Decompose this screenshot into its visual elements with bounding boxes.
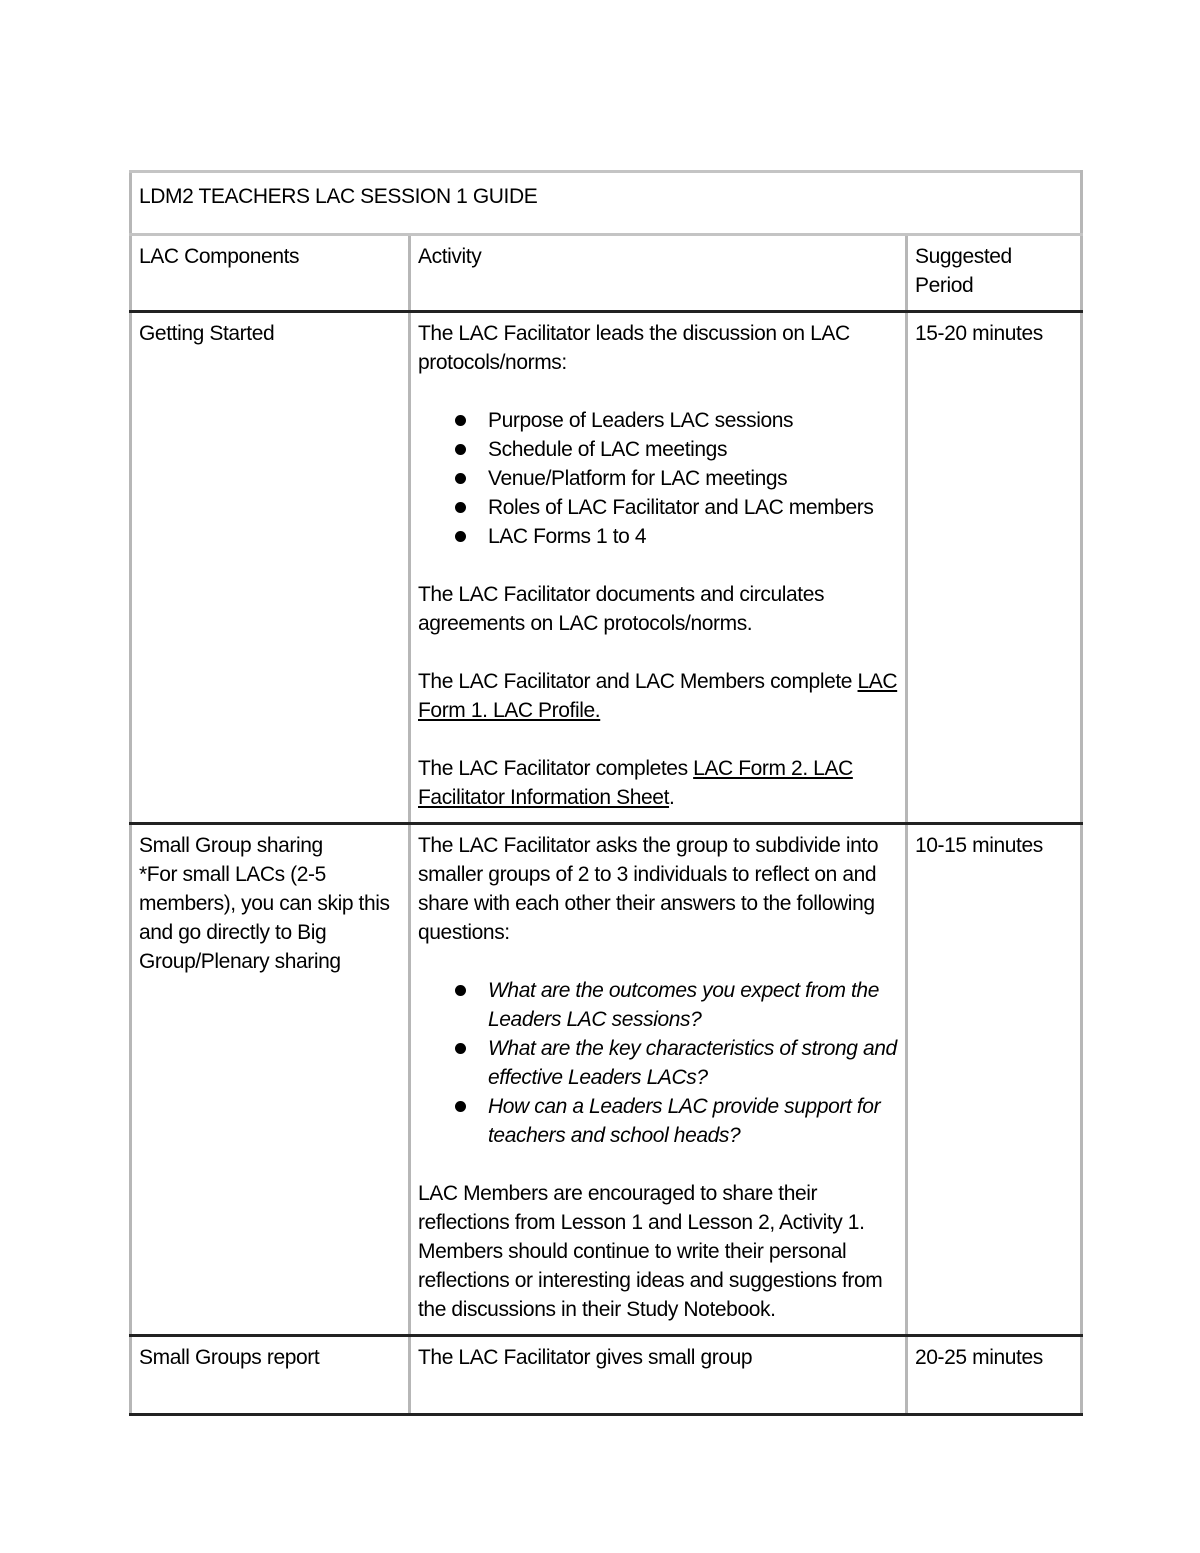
paragraph-text: The LAC Facilitator and LAC Members complete [418,670,853,693]
period-value: 15-20 minutes [915,322,1043,345]
header-row [131,235,1082,312]
period-value: 10-15 minutes [915,834,1043,857]
list-item: Roles of LAC Facilitator and LAC members [488,493,899,522]
header-period: Suggested Period [907,235,1082,312]
list-item: LAC Forms 1 to 4 [488,522,899,551]
table-row [131,312,1082,824]
list-item: What are the outcomes you expect from the Leaders LAC sessions? [488,976,899,1034]
activity-paragraph [418,667,899,725]
questions-list [418,976,899,1150]
component-cell [131,312,410,824]
activity-cell [410,1336,907,1415]
period-cell [907,1336,1082,1415]
component-label: Small Group sharing [139,834,323,857]
activity-paragraph [418,754,899,812]
activity-intro: The LAC Facilitator asks the group to subdivide into smaller groups of 2 to 3 individuals to reflect on and share with each other their answers to the following questions: [418,834,879,944]
paragraph-text: The LAC Facilitator completes [418,757,688,780]
lac-form-1-link[interactable]: LAC Form 1. LAC Profile. [418,670,898,722]
list-item: How can a Leaders LAC provide support for teachers and school heads? [488,1092,899,1150]
lac-form-2-link[interactable]: LAC Form 2. LAC Facilitator Information Sheet [418,757,853,809]
guide-title: LDM2 TEACHERS LAC SESSION 1 GUIDE [131,172,1082,235]
list-item: Schedule of LAC meetings [488,435,899,464]
period-cell [907,312,1082,824]
paragraph-text: . [669,786,675,809]
activity-cell [410,312,907,824]
activity-paragraph: LAC Members are encouraged to share their reflections from Lesson 1 and Lesson 2, Activity 1. Members should continue to write their personal reflections or interesting ideas and suggestions from the discussions in their Study Notebook. [418,1182,883,1321]
protocol-list [418,406,899,551]
component-cell [131,824,410,1336]
table-row [131,824,1082,1336]
component-label: Getting Started [139,322,275,345]
table-row [131,1336,1082,1415]
list-item: Venue/Platform for LAC meetings [488,464,899,493]
header-activity: Activity [410,235,907,312]
list-item: Purpose of Leaders LAC sessions [488,406,899,435]
component-note: *For small LACs (2-5 members), you can skip this and go directly to Big Group/Plenary sharing [139,863,390,973]
list-item: What are the key characteristics of strong and effective Leaders LACs? [488,1034,899,1092]
title-row [131,172,1082,235]
header-components: LAC Components [131,235,410,312]
period-value: 20-25 minutes [915,1346,1043,1369]
activity-cell [410,824,907,1336]
activity-intro: The LAC Facilitator leads the discussion on LAC protocols/norms: [418,322,850,374]
period-cell [907,824,1082,1336]
session-guide-table [129,170,1083,1416]
component-label: Small Groups report [139,1346,320,1369]
activity-paragraph: The LAC Facilitator documents and circulates agreements on LAC protocols/norms. [418,583,825,635]
component-cell [131,1336,410,1415]
activity-intro: The LAC Facilitator gives small group [418,1346,753,1369]
